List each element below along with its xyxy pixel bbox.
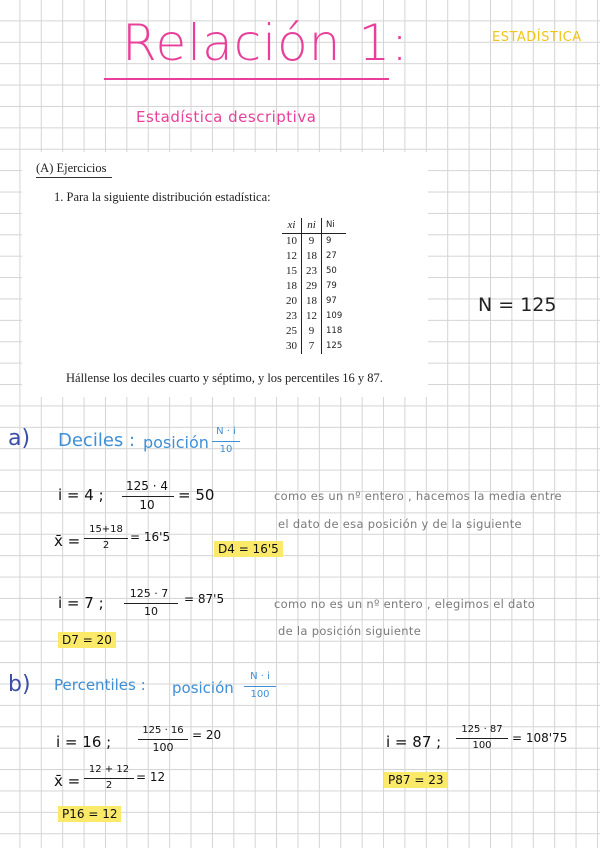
cell-ni: 9: [302, 234, 322, 250]
cell-Ni: 27: [326, 251, 337, 261]
cell-xi: 20: [286, 295, 297, 307]
d7-note-line-1: como no es un nº entero , elegimos el dato: [274, 597, 536, 611]
exercise-item: 1. Para la siguiente distribución estadística:: [54, 190, 271, 204]
p16-mean-fraction-bar: [84, 778, 134, 779]
page-subtitle: Estadística descriptiva: [136, 108, 317, 126]
d4-mean-num: 15+18: [89, 524, 123, 535]
cell-ni: 29: [302, 279, 322, 294]
cell-Ni: 9: [326, 236, 332, 246]
table-header-row: [282, 218, 346, 234]
d7-answer: D7 = 20: [58, 632, 116, 648]
d7-index: i = 7 ;: [58, 594, 104, 612]
p87-index: i = 87 ;: [386, 733, 442, 751]
section-b-letter: b): [8, 672, 31, 697]
table-row: [282, 264, 346, 279]
exercise-statement-box: [22, 152, 428, 397]
cell-Ni: 97: [326, 296, 337, 306]
d7-fraction-bar: [124, 603, 178, 604]
cell-Ni: 118: [326, 326, 343, 336]
section-b-position-label: posición: [172, 679, 234, 697]
total-n: N = 125: [478, 294, 557, 316]
section-b-position-num: N · i: [250, 671, 270, 682]
d4-mean-den: 2: [102, 540, 110, 551]
p16-fraction-bar: [138, 739, 188, 740]
title-underline: [104, 78, 389, 80]
d4-mean-result: = 16'5: [130, 530, 171, 544]
d4-den: 10: [139, 498, 155, 512]
cell-Ni: 125: [326, 341, 343, 351]
d4-fraction-bar: [122, 496, 174, 497]
p87-den: 100: [472, 740, 492, 751]
d4-mean-label: x̄ =: [54, 532, 81, 550]
cell-ni: 23: [302, 264, 322, 279]
cell-xi: 10: [286, 235, 297, 247]
table-row: [282, 234, 346, 250]
table-row: [282, 324, 346, 339]
cell-xi: 12: [286, 250, 297, 262]
d4-answer: D4 = 16'5: [214, 541, 283, 557]
exercise-heading-underline: [36, 177, 112, 178]
section-a-position-label: posición: [143, 433, 209, 452]
table-row: [282, 279, 346, 294]
d7-den: 10: [144, 605, 158, 618]
cell-ni: 18: [302, 249, 322, 264]
cell-Ni: 79: [326, 281, 337, 291]
p87-result: = 108'75: [512, 731, 568, 745]
d4-note-line-2: el dato de esa posición y de la siguiente: [278, 517, 522, 531]
cell-xi: 30: [286, 340, 297, 352]
section-a-title: Deciles :: [58, 430, 136, 451]
section-b-title: Percentiles :: [54, 676, 146, 694]
cell-xi: 15: [286, 265, 297, 277]
d4-note-line-1: como es un nº entero , hacemos la media entre: [274, 489, 562, 503]
section-a-position-fraction-bar: [212, 441, 240, 442]
d4-num: 125 · 4: [126, 479, 168, 493]
cell-Ni: 109: [326, 311, 343, 321]
p16-index: i = 16 ;: [56, 733, 112, 751]
p87-num: 125 · 87: [461, 724, 503, 735]
p87-answer: P87 = 23: [384, 772, 447, 788]
table-row: [282, 309, 346, 324]
column-header-xi: xi: [282, 218, 302, 234]
d4-result: = 50: [178, 486, 215, 504]
d4-mean-fraction-bar: [84, 538, 128, 539]
subject-tag: ESTADÍSTICA: [492, 30, 582, 45]
p87-fraction-bar: [456, 738, 508, 739]
d7-note-line-2: de la posición siguiente: [278, 624, 422, 638]
cell-xi: 23: [286, 310, 297, 322]
cell-ni: 9: [302, 324, 322, 339]
p16-result: = 20: [192, 728, 222, 742]
p16-num: 125 · 16: [142, 725, 184, 736]
column-header-ni: ni: [302, 218, 322, 234]
column-header-Ni: Ni: [322, 218, 347, 234]
section-a-position-num: N · i: [216, 426, 236, 437]
p16-mean-label: x̄ =: [54, 772, 81, 790]
exercise-heading: (A) Ejercicios: [36, 161, 107, 175]
p16-mean-num: 12 + 12: [88, 764, 130, 775]
section-a-position-den: 10: [219, 444, 233, 455]
p16-den: 100: [152, 741, 174, 754]
cell-Ni: 50: [326, 266, 337, 276]
table-row: [282, 339, 346, 354]
d7-result: = 87'5: [184, 592, 225, 606]
d7-num: 125 · 7: [129, 587, 169, 600]
d4-index: i = 4 ;: [58, 486, 104, 504]
section-b-position-fraction-bar: [244, 686, 276, 687]
cell-ni: 18: [302, 294, 322, 309]
cell-ni: 12: [302, 309, 322, 324]
page-title: Relación 1:: [122, 14, 410, 72]
p16-answer: P16 = 12: [58, 806, 121, 822]
cell-xi: 25: [286, 325, 297, 337]
cell-ni: 7: [302, 339, 322, 354]
section-a-letter: a): [8, 426, 31, 451]
table-row: [282, 249, 346, 264]
section-b-position-den: 100: [250, 689, 270, 700]
distribution-table: [282, 218, 346, 354]
p16-mean-den: 2: [105, 780, 113, 791]
exercise-question: Hállense los deciles cuarto y séptimo, y los percentiles 16 y 87.: [66, 371, 383, 385]
p16-mean-result: = 12: [136, 770, 166, 784]
table-row: [282, 294, 346, 309]
cell-xi: 18: [286, 280, 297, 292]
